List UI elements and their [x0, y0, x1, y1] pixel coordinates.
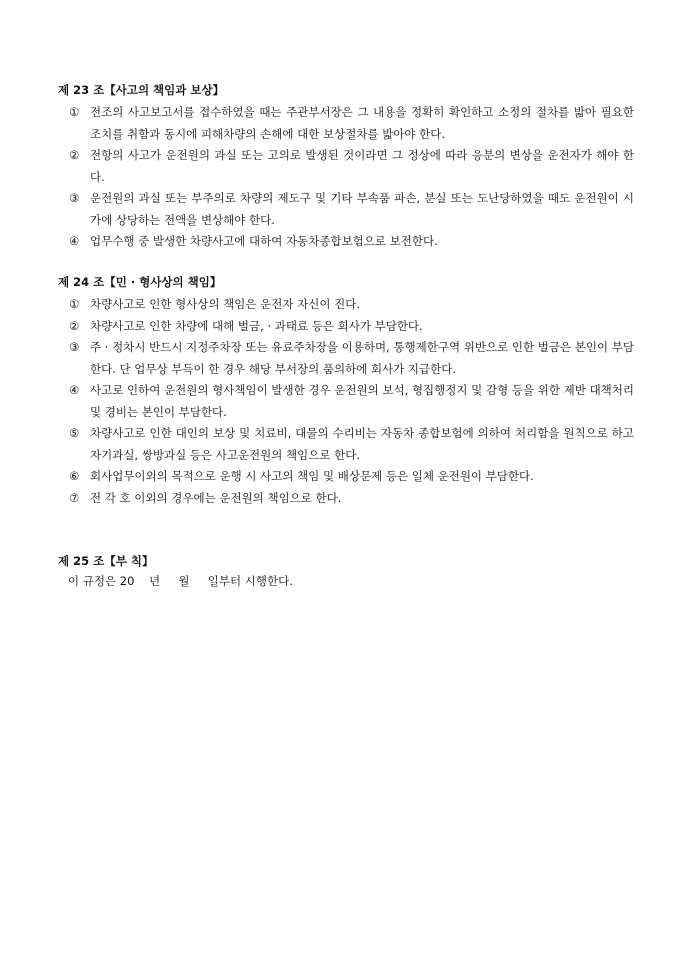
list-item	[58, 380, 634, 423]
item-marker: ①	[69, 105, 80, 119]
item-text: 사고로 인하여 운전원의 형사책임이 발생한 경우 운전원의 보석, 형집행정지 및 감형 등을 위한 제반 대책처리 및 경비는 본인이 부담한다.	[90, 383, 634, 419]
item-text: 차량사고로 인한 형사상의 책임은 운전자 자신이 진다.	[90, 297, 360, 311]
list-item	[58, 466, 634, 488]
item-marker: ④	[69, 383, 80, 397]
list-item	[58, 231, 634, 253]
article-items	[58, 294, 634, 509]
article-title: 제 25 조【부 칙】	[58, 554, 154, 568]
item-text: 전조의 사고보고서를 접수하였을 때는 주관부서장은 그 내용을 정확히 확인하고 소정의 절차를 밟아 필요한 조치를 취함과 동시에 피해차량의 손해에 대한 보상절차를 밟아야 한다.	[90, 105, 634, 141]
article-title: 제 24 조【민 · 형사상의 책임】	[58, 275, 222, 289]
list-item	[58, 337, 634, 380]
item-text: 회사업무이외의 목적으로 운행 시 사고의 책임 및 배상문제 등은 일체 운전원이 부담한다.	[90, 469, 534, 483]
list-item	[58, 316, 634, 338]
item-marker: ⑦	[69, 490, 80, 505]
item-text: 업무수행 중 발생한 차량사고에 대하여 자동차종합보험으로 보전한다.	[90, 234, 438, 248]
item-text: 차량사고로 인한 대인의 보상 및 치료비, 대물의 수리비는 자동차 종합보험에 의하여 처리함을 원칙으로 하고 자기과실, 쌍방과실 등은 사고운전원의 책임으로 한다.	[90, 426, 634, 462]
item-marker: ③	[69, 191, 80, 205]
item-marker: ③	[69, 340, 80, 354]
article-title: 제 23 조【사고의 책임과 보상】	[58, 83, 225, 97]
list-item	[58, 423, 634, 466]
article-23	[58, 80, 634, 253]
list-item	[58, 488, 634, 510]
article-25	[58, 551, 634, 593]
item-marker: ⑤	[69, 426, 80, 440]
item-text: 차량사고로 인한 차량에 대해 벌금, · 과태료 등은 회사가 부담한다.	[90, 318, 423, 333]
article-24	[58, 272, 634, 509]
list-item	[58, 294, 634, 316]
item-text: 전 각 호 이외의 경우에는 운전원의 책임으로 한다.	[90, 490, 342, 505]
item-text: 주 · 정차시 반드시 지정주차장 또는 유료주차장을 이용하며, 통행제한구역 위반으로 인한 벌금은 본인이 부담한다. 단 업무상 부득이 한 경우 해당 부서장의 품의하에 회사가 지급한다.	[90, 340, 634, 376]
item-marker: ②	[69, 318, 80, 333]
item-marker: ④	[69, 234, 80, 248]
list-item	[58, 188, 634, 231]
item-marker: ⑥	[69, 469, 80, 483]
item-text: 전항의 사고가 운전원의 과실 또는 고의로 발생된 것이라면 그 정상에 따라 응분의 변상을 운전자가 해야 한다.	[90, 148, 634, 184]
article-items	[58, 102, 634, 253]
item-marker: ①	[69, 297, 80, 311]
effective-date-text: 이 규정은 20 년 월 일부터 시행한다.	[68, 574, 293, 588]
item-marker: ②	[69, 148, 80, 162]
list-item	[58, 102, 634, 145]
list-item	[58, 145, 634, 188]
item-text: 운전원의 과실 또는 부주의로 차량의 제도구 및 기타 부속품 파손, 분실 또는 도난당하였을 때도 운전원이 시가에 상당하는 전액을 변상해야 한다.	[90, 191, 634, 227]
